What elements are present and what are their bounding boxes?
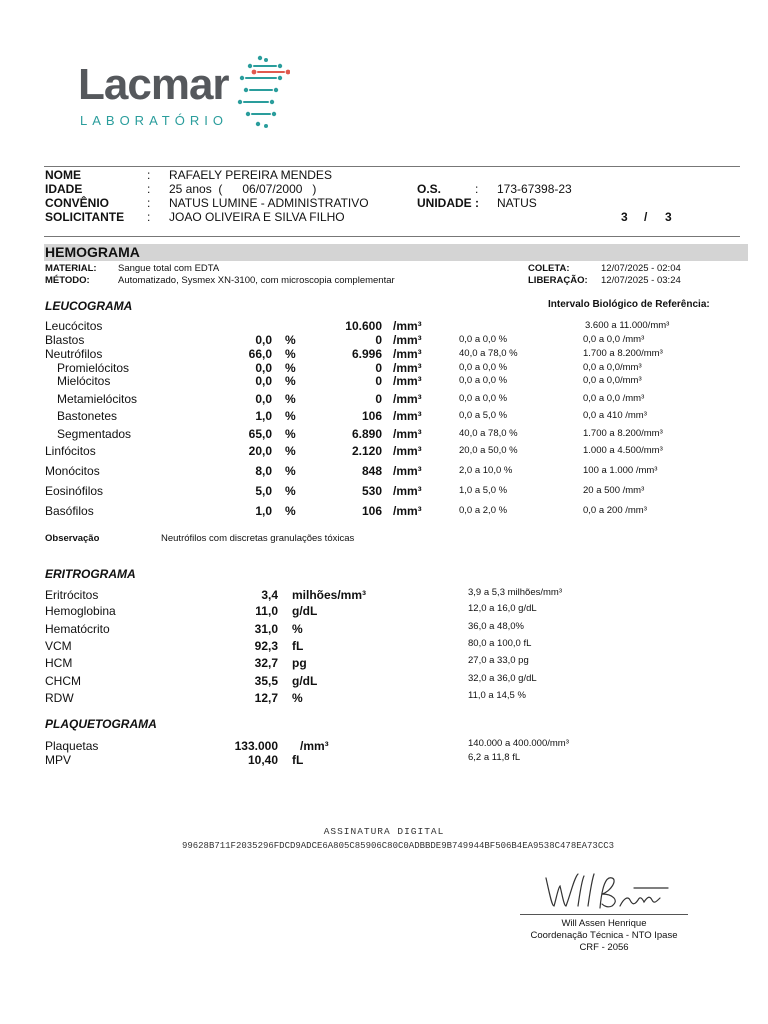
result-unit: fL [292, 639, 304, 653]
result-value: 133.000 [234, 739, 278, 753]
absolute-unit: /mm³ [393, 504, 422, 518]
reference-percent: 0,0 a 0,0 % [459, 393, 508, 404]
nome-label: NOME [45, 168, 81, 182]
percent-value: 66,0 [248, 347, 272, 361]
material-label: MATERIAL: [45, 263, 97, 274]
percent-unit: % [285, 444, 296, 458]
reference-absolute: 0,0 a 0,0/mm³ [583, 375, 642, 386]
percent-unit: % [285, 374, 296, 388]
result-value: 31,0 [254, 622, 278, 636]
colon: : [147, 182, 151, 196]
percent-unit: % [285, 361, 296, 375]
reference-absolute: 0,0 a 0,0 /mm³ [583, 393, 645, 404]
param-name: Segmentados [57, 427, 132, 441]
reference-absolute: 1.000 a 4.500/mm³ [583, 445, 663, 456]
percent-unit: % [285, 392, 296, 406]
absolute-value: 848 [361, 464, 382, 478]
idade-value: 25 anos ( 06/07/2000 ) [169, 182, 317, 196]
absolute-unit: /mm³ [393, 427, 422, 441]
reference-range: 6,2 a 11,8 fL [468, 752, 521, 763]
reference-percent: 0,0 a 2,0 % [459, 505, 508, 516]
percent-unit: % [285, 333, 296, 347]
reference-percent: 0,0 a 5,0 % [459, 410, 508, 421]
dna-icon [236, 54, 290, 128]
reference-percent: 0,0 a 0,0 % [459, 375, 508, 386]
param-name: Metamielócitos [57, 392, 138, 406]
absolute-value: 530 [361, 484, 382, 498]
percent-value: 1,0 [255, 409, 272, 423]
percent-unit: % [285, 504, 296, 518]
reference-percent: 0,0 a 0,0 % [459, 362, 508, 373]
page-total: 3 [665, 210, 672, 224]
param-name: Blastos [45, 333, 85, 347]
convenio-value: NATUS LUMINE - ADMINISTRATIVO [169, 196, 369, 210]
absolute-value: 0 [375, 361, 382, 375]
percent-unit: % [285, 427, 296, 441]
absolute-unit: /mm³ [393, 347, 422, 361]
reference-range: 80,0 a 100,0 fL [468, 638, 532, 649]
absolute-value: 6.890 [351, 427, 382, 441]
liberacao-label: LIBERAÇÃO: [528, 275, 588, 286]
param-name: Linfócitos [45, 444, 96, 458]
result-value: 11,0 [255, 604, 278, 618]
reference-percent: 20,0 a 50,0 % [459, 445, 518, 456]
logo-subtitle: LABORATÓRIO [80, 113, 228, 128]
param-name: Eosinófilos [45, 484, 104, 498]
reference-range: 140.000 a 400.000/mm³ [468, 738, 569, 749]
reference-absolute: 0,0 a 0,0 /mm³ [583, 334, 645, 345]
reference-absolute: 20 a 500 /mm³ [583, 485, 645, 496]
colon: : [147, 210, 151, 224]
divider-top [44, 166, 740, 167]
absolute-value: 0 [375, 392, 382, 406]
param-name: Bastonetes [57, 409, 118, 423]
reference-percent: 2,0 a 10,0 % [459, 465, 513, 476]
absolute-value: 0 [375, 374, 382, 388]
percent-unit: % [285, 409, 296, 423]
percent-value: 0,0 [255, 361, 272, 375]
reference-percent: 40,0 a 78,0 % [459, 428, 518, 439]
result-unit: % [292, 691, 303, 705]
param-name: Leucócitos [45, 319, 103, 333]
result-unit: g/dL [292, 674, 318, 688]
plaquetograma-title: PLAQUETOGRAMA [45, 717, 157, 731]
reference-range: 11,0 a 14,5 % [468, 690, 526, 701]
result-unit: pg [292, 656, 307, 670]
solicitante-value: JOAO OLIVEIRA E SILVA FILHO [169, 210, 345, 224]
liberacao-value: 12/07/2025 - 03:24 [601, 275, 681, 286]
result-value: 92,3 [254, 639, 278, 653]
percent-value: 65,0 [248, 427, 272, 441]
colon: : [147, 196, 151, 210]
result-value: 35,5 [254, 674, 278, 688]
reference-absolute: 1.700 a 8.200/mm³ [583, 348, 663, 359]
page-number: 3 [621, 210, 628, 224]
observacao-text: Neutrófilos com discretas granulações tóxicas [161, 533, 355, 544]
reference-absolute: 0,0 a 410 /mm³ [583, 410, 647, 421]
percent-value: 5,0 [255, 484, 272, 498]
percent-value: 0,0 [255, 333, 272, 347]
nome-value: RAFAELY PEREIRA MENDES [169, 168, 332, 182]
unidade-label: UNIDADE : [417, 196, 479, 210]
percent-value: 1,0 [255, 504, 272, 518]
unidade-value: NATUS [497, 196, 537, 210]
exam-title: HEMOGRAMA [45, 244, 140, 260]
param-name: RDW [45, 691, 74, 705]
absolute-unit: /mm³ [393, 464, 422, 478]
digital-signature-label: ASSINATURA DIGITAL [323, 826, 445, 837]
result-unit: fL [292, 753, 304, 767]
result-value: 3,4 [261, 588, 278, 602]
metodo-value: Automatizado, Sysmex XN-3100, com microscopia complementar [118, 275, 395, 286]
param-name: HCM [45, 656, 73, 670]
absolute-unit: /mm³ [393, 319, 422, 333]
absolute-unit: /mm³ [393, 444, 422, 458]
signer-name: Will Assen Henrique [561, 918, 647, 929]
absolute-unit: /mm³ [393, 333, 422, 347]
param-name: Neutrófilos [45, 347, 103, 361]
convenio-label: CONVÊNIO [45, 196, 110, 210]
absolute-unit: /mm³ [393, 374, 422, 388]
handwritten-signature [538, 866, 678, 916]
absolute-value: 6.996 [351, 347, 382, 361]
colon: : [147, 168, 151, 182]
param-name: Monócitos [45, 464, 100, 478]
percent-value: 0,0 [255, 374, 272, 388]
reference-percent: 40,0 a 78,0 % [459, 348, 518, 359]
reference-percent: 0,0 a 0,0 % [459, 334, 508, 345]
absolute-unit: /mm³ [393, 409, 422, 423]
absolute-value: 2.120 [351, 444, 382, 458]
reference-absolute: 0,0 a 0,0/mm³ [583, 362, 642, 373]
digital-signature-hash: 99628B711F2035296FDCD9ADCE6A805C85906C80C0ADBBDE9B749944BF506B4EA9538C478EA73CC3 [181, 841, 615, 851]
absolute-unit: /mm³ [393, 392, 422, 406]
reference-absolute: 100 a 1.000 /mm³ [583, 465, 658, 476]
coleta-value: 12/07/2025 - 02:04 [601, 263, 681, 274]
absolute-value: 106 [361, 409, 382, 423]
absolute-value: 10.600 [345, 319, 382, 333]
param-name: Eritrócitos [45, 588, 99, 602]
percent-value: 0,0 [255, 392, 272, 406]
param-name: Hemoglobina [45, 604, 116, 618]
signer-role: Coordenação Técnica - NTO Ipase [530, 930, 678, 941]
solicitante-label: SOLICITANTE [45, 210, 125, 224]
logo-wordmark: Lacmar [78, 60, 229, 109]
reference-header: Intervalo Biológico de Referência: [548, 299, 710, 310]
observacao-label: Observação [45, 533, 100, 544]
percent-unit: % [285, 464, 296, 478]
signer-crf: CRF - 2056 [579, 942, 629, 953]
reference-range: 3,9 a 5,3 milhões/mm³ [468, 587, 562, 598]
signature-line [520, 914, 688, 915]
result-unit: /mm³ [300, 739, 329, 753]
absolute-value: 0 [375, 333, 382, 347]
absolute-unit: /mm³ [393, 361, 422, 375]
percent-value: 8,0 [255, 464, 272, 478]
result-unit: g/dL [292, 604, 318, 618]
reference-absolute: 3.600 a 11.000/mm³ [585, 320, 670, 331]
param-name: CHCM [45, 674, 81, 688]
os-label: O.S. [417, 182, 442, 196]
reference-absolute: 1.700 a 8.200/mm³ [583, 428, 663, 439]
param-name: Hematócrito [45, 622, 110, 636]
result-unit: % [292, 622, 303, 636]
metodo-label: MÉTODO: [45, 275, 90, 286]
divider-patient [44, 236, 740, 237]
colon: : [475, 182, 479, 196]
absolute-value: 106 [361, 504, 382, 518]
coleta-label: COLETA: [528, 263, 570, 274]
param-name: Promielócitos [57, 361, 130, 375]
page-separator: / [644, 210, 648, 224]
reference-range: 32,0 a 36,0 g/dL [468, 673, 537, 684]
idade-label: IDADE [45, 182, 83, 196]
param-name: VCM [45, 639, 72, 653]
reference-range: 36,0 a 48,0% [468, 621, 524, 632]
reference-range: 27,0 a 33,0 pg [468, 655, 529, 666]
reference-range: 12,0 a 16,0 g/dL [468, 603, 537, 614]
percent-value: 20,0 [248, 444, 272, 458]
result-value: 32,7 [254, 656, 278, 670]
param-name: Plaquetas [45, 739, 99, 753]
reference-absolute: 0,0 a 200 /mm³ [583, 505, 647, 516]
param-name: MPV [45, 753, 72, 767]
param-name: Basófilos [45, 504, 94, 518]
material-value: Sangue total com EDTA [118, 263, 220, 274]
param-name: Mielócitos [57, 374, 111, 388]
percent-unit: % [285, 347, 296, 361]
result-unit: milhões/mm³ [292, 588, 367, 602]
result-value: 12,7 [254, 691, 278, 705]
absolute-unit: /mm³ [393, 484, 422, 498]
percent-unit: % [285, 484, 296, 498]
result-value: 10,40 [247, 753, 278, 767]
eritrograma-title: ERITROGRAMA [45, 567, 136, 581]
section-bar [44, 244, 748, 261]
leucograma-title: LEUCOGRAMA [45, 299, 133, 313]
reference-percent: 1,0 a 5,0 % [459, 485, 508, 496]
os-value: 173-67398-23 [497, 182, 572, 196]
